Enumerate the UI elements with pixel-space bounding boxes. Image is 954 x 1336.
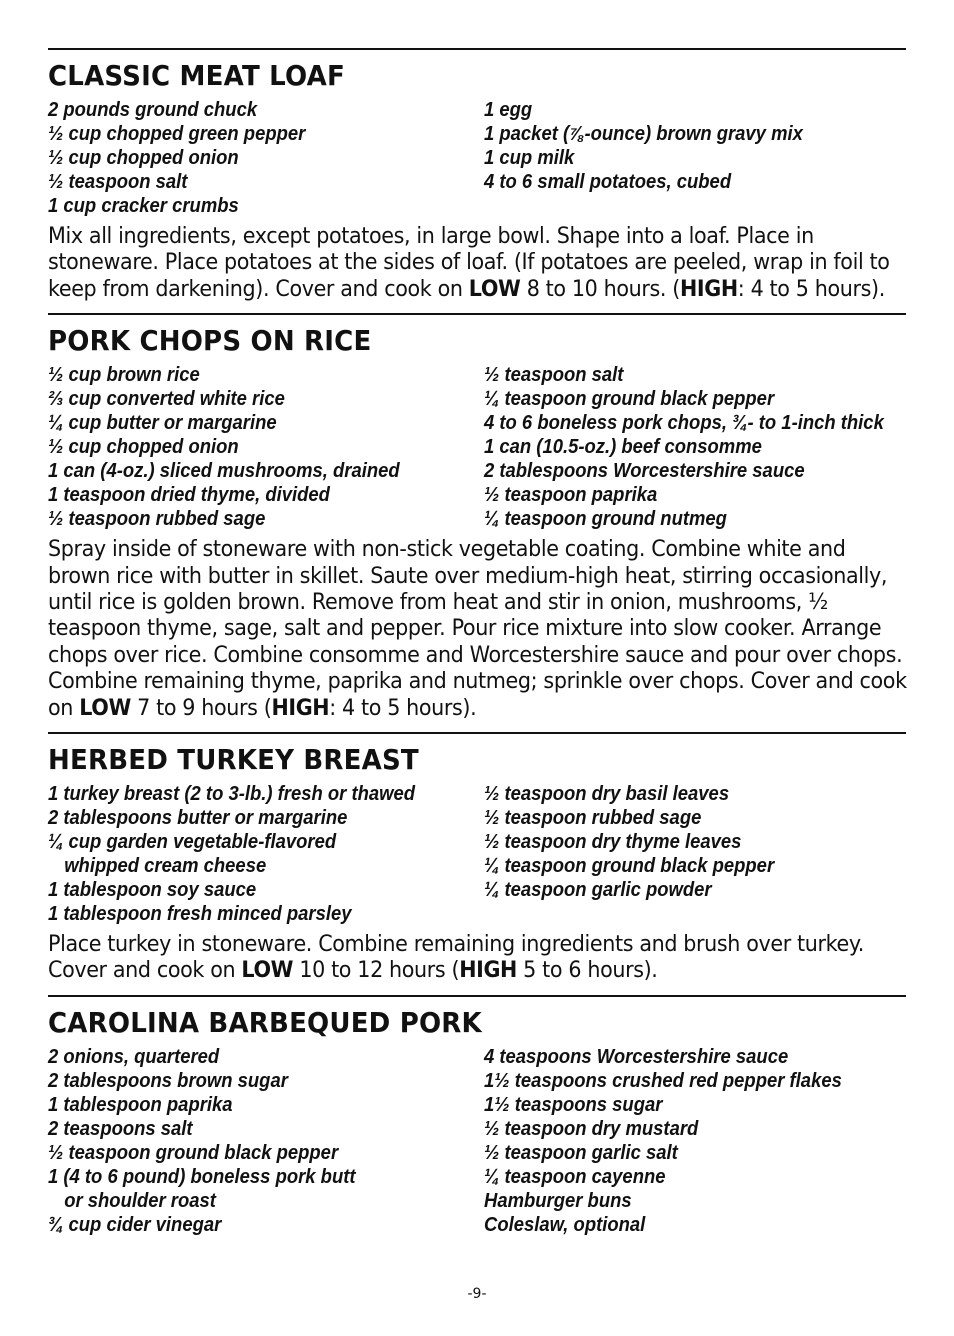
recipe-directions (48, 224, 908, 303)
ingredient-item: ½ teaspoon dry mustard (484, 1116, 699, 1140)
ingredient-item: ¼ teaspoon ground black pepper (484, 387, 775, 411)
ingredient-item: ½ cup chopped onion (48, 146, 239, 169)
ingredient-item: Coleslaw, optional (484, 1212, 646, 1236)
ingredient-item: 1 tablespoon fresh minced parsley (48, 902, 352, 926)
directions-text: 5 to 6 hours). (516, 958, 658, 984)
ingredient-item: 2 tablespoons brown sugar (48, 1068, 288, 1092)
directions-emphasis: HIGH (459, 958, 517, 984)
ingredient-item: ½ teaspoon ground black pepper (48, 1140, 339, 1164)
ingredient-item: 2 tablespoons butter or margarine (48, 806, 348, 830)
ingredient-columns (48, 1045, 906, 1237)
ingredient-item: ½ teaspoon rubbed sage (48, 507, 266, 531)
ingredient-item: 1½ teaspoons sugar (484, 1092, 663, 1116)
ingredient-item: 1 packet (⅞-ounce) brown gravy mix (484, 122, 803, 145)
recipe-classic-meat-loaf (48, 48, 906, 303)
ingredient-item: 4 teaspoons Worcestershire sauce (484, 1044, 789, 1068)
ingredient-item: ½ teaspoon salt (484, 363, 624, 387)
ingredient-list-left (48, 98, 484, 218)
ingredient-item: 2 teaspoons salt (48, 1116, 193, 1140)
ingredient-item: 4 to 6 boneless pork chops, ¾- to 1-inch thick (484, 411, 884, 435)
ingredient-list-right (484, 98, 904, 218)
recipe-herbed-turkey-breast (48, 732, 906, 985)
ingredient-item: ¼ cup butter or margarine (48, 411, 277, 435)
ingredient-item: 2 tablespoons Worcestershire sauce (484, 459, 805, 483)
directions-text: 10 to 12 hours ( (293, 958, 460, 984)
recipe-title: CLASSIC MEAT LOAF (48, 59, 345, 92)
recipe-carolina-barbequed-pork (48, 995, 906, 1237)
ingredient-item: 1 tablespoon soy sauce (48, 878, 257, 902)
ingredient-item: ½ teaspoon dry thyme leaves (484, 830, 742, 854)
ingredient-item: 1 egg (484, 98, 533, 121)
ingredient-columns (48, 98, 906, 218)
recipe-title: HERBED TURKEY BREAST (48, 743, 419, 777)
ingredient-item: 1½ teaspoons crushed red pepper flakes (484, 1068, 842, 1092)
ingredient-list-left (48, 782, 484, 926)
ingredient-item: ¼ cup garden vegetable-flavored (48, 830, 337, 854)
ingredient-item: ½ teaspoon garlic salt (484, 1140, 678, 1164)
ingredient-item: 1 tablespoon paprika (48, 1092, 233, 1116)
ingredient-item: ¾ cup cider vinegar (48, 1212, 222, 1236)
directions-text: Spray inside of stoneware with non-stick vegetable coating. Combine white and brown rice with butter in skillet. Saute over medium-high heat, stirring occasionally, until rice is golden brown. Remove from heat and stir in onion, mushrooms, ½ teaspoon thyme, sage, salt and pepper. Pour rice mixture into slow cooker. Arrange chops over rice. Combine consomme and Worcestershire sauce and pour over chops. Combine remaining thyme, paprika and nutmeg; sprinkle over chops. Cover and cook on (48, 537, 907, 721)
ingredient-item: ½ teaspoon salt (48, 170, 188, 193)
recipe-directions (48, 537, 908, 722)
ingredient-columns (48, 782, 906, 926)
directions-emphasis: LOW (79, 695, 131, 721)
ingredient-item: whipped cream cheese (64, 854, 267, 878)
ingredient-item: 2 onions, quartered (48, 1044, 220, 1068)
directions-emphasis: LOW (241, 958, 294, 984)
directions-text: : 4 to 5 hours). (737, 276, 885, 302)
ingredient-item: ½ cup chopped green pepper (48, 122, 306, 145)
ingredient-columns (48, 363, 906, 531)
recipe-title: PORK CHOPS ON RICE (48, 324, 372, 358)
recipe-directions (48, 932, 908, 985)
recipe-title: CAROLINA BARBEQUED PORK (48, 1005, 482, 1039)
directions-emphasis: HIGH (271, 695, 330, 721)
ingredient-item: ½ cup brown rice (48, 363, 200, 387)
ingredient-item: ⅔ cup converted white rice (48, 387, 285, 411)
ingredient-item: ½ teaspoon rubbed sage (484, 806, 702, 830)
ingredient-item: ¼ teaspoon ground black pepper (484, 854, 775, 878)
directions-text: 7 to 9 hours ( (130, 695, 272, 721)
ingredient-item: 1 teaspoon dried thyme, divided (48, 483, 330, 507)
ingredient-item: 1 turkey breast (2 to 3-lb.) fresh or thawed (48, 782, 416, 806)
ingredient-item: Hamburger buns (484, 1188, 632, 1212)
ingredient-item: ¼ teaspoon ground nutmeg (484, 507, 727, 531)
page-number: -9- (467, 1286, 487, 1302)
directions-emphasis: HIGH (680, 276, 738, 302)
ingredient-item: 1 can (4-oz.) sliced mushrooms, drained (48, 459, 400, 483)
recipe-pork-chops-on-rice (48, 313, 906, 722)
ingredient-item: ½ teaspoon dry basil leaves (484, 782, 730, 806)
ingredient-list-right (484, 1045, 904, 1237)
ingredient-list-left (48, 363, 484, 531)
ingredient-item: or shoulder roast (64, 1188, 216, 1212)
ingredient-list-right (484, 363, 904, 531)
recipe-page (48, 48, 906, 1237)
ingredient-item: ¼ teaspoon garlic powder (484, 878, 712, 902)
ingredient-item: 1 cup cracker crumbs (48, 194, 239, 217)
ingredient-item: 1 can (10.5-oz.) beef consomme (484, 435, 762, 459)
directions-emphasis: LOW (468, 276, 521, 302)
directions-text: Place turkey in stoneware. Combine remaining ingredients and brush over turkey. Cover and cook on (48, 932, 864, 984)
ingredient-item: ½ teaspoon paprika (484, 483, 658, 507)
directions-text: Mix all ingredients, except potatoes, in large bowl. Shape into a loaf. Place in stoneware. Place potatoes at the sides of loaf. (If potatoes are peeled, wrap in foil to keep from darkening). Cover and cook on (48, 224, 890, 302)
directions-text: 8 to 10 hours. ( (520, 276, 681, 302)
directions-text: : 4 to 5 hours). (329, 695, 477, 721)
ingredient-list-right (484, 782, 904, 926)
ingredient-item: 1 (4 to 6 pound) boneless pork butt (48, 1164, 356, 1188)
ingredient-item: 2 pounds ground chuck (48, 98, 258, 121)
ingredient-item: 4 to 6 small potatoes, cubed (484, 170, 732, 193)
ingredient-list-left (48, 1045, 484, 1237)
ingredient-item: ¼ teaspoon cayenne (484, 1164, 666, 1188)
ingredient-item: 1 cup milk (484, 146, 575, 169)
ingredient-item: ½ cup chopped onion (48, 435, 239, 459)
